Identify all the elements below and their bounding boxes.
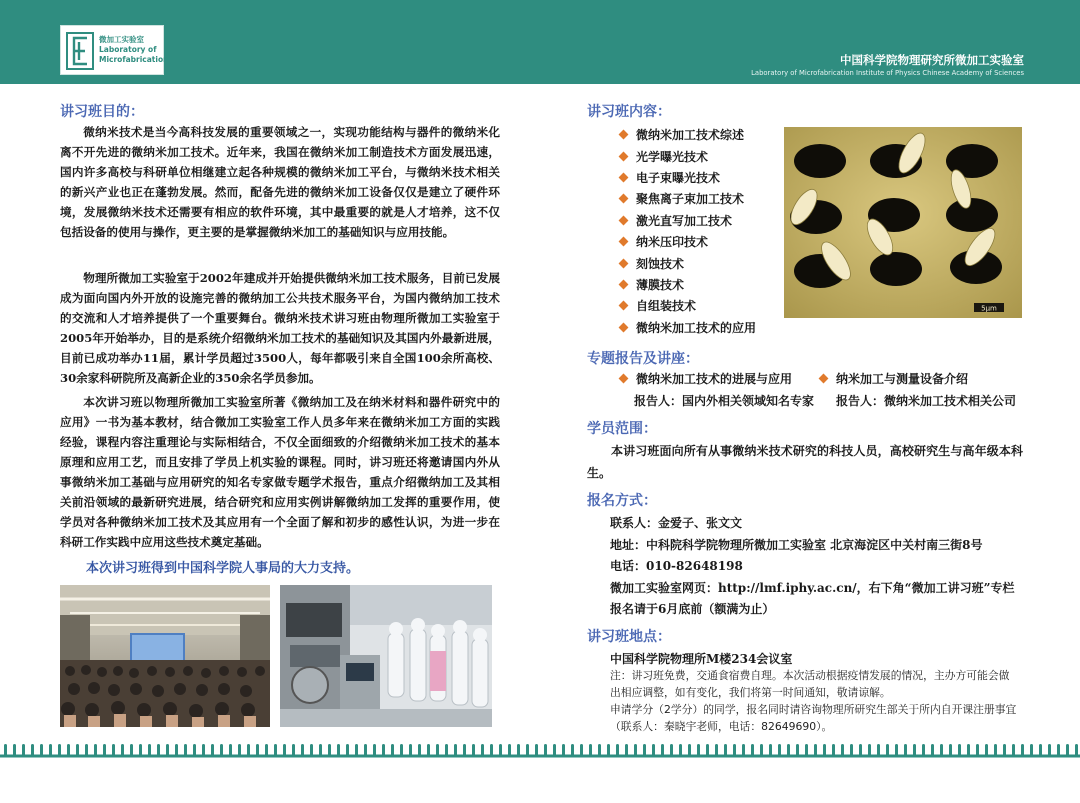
footer-tick [256, 744, 259, 756]
footer-tick [823, 744, 826, 756]
footer-tick [868, 744, 871, 756]
footer-tick [472, 744, 475, 756]
footer-tick [571, 744, 574, 756]
footer-tick [220, 744, 223, 756]
footer-tick [355, 744, 358, 756]
footer-tick [121, 744, 124, 756]
logo-line: Microfabrication [99, 55, 169, 64]
footer-tick [913, 744, 916, 756]
footer-tick [148, 744, 151, 756]
diamond-bullet-icon [619, 322, 629, 332]
footer-tick [238, 744, 241, 756]
scale-bar-label: 5μm [981, 304, 997, 313]
footer-tick [535, 744, 538, 756]
footer-tick [976, 744, 979, 756]
footer-tick [670, 744, 673, 756]
list-item [620, 167, 780, 188]
footer-tick [1039, 744, 1042, 756]
list-item [620, 231, 780, 252]
list-item [620, 252, 780, 273]
footer-tick [760, 744, 763, 756]
footer-tick [76, 744, 79, 756]
note-line: 申请学分（2学分）的同学，报名同时请咨询物理所研究生部关于所内自开课注册事宜 [610, 703, 1017, 716]
footer-tick [1003, 744, 1006, 756]
topic-label: 微纳米加工技术的应用 [636, 320, 757, 335]
footer-tick [310, 744, 313, 756]
footer-tick [787, 744, 790, 756]
footer-tick [544, 744, 547, 756]
footer-tick [337, 744, 340, 756]
footer-tick [112, 744, 115, 756]
location-text: 中国科学院物理所M楼234会议室 [610, 652, 793, 666]
footer-tick [940, 744, 943, 756]
footer-tick [517, 744, 520, 756]
diamond-bullet-icon [619, 151, 629, 161]
footer-tick [31, 744, 34, 756]
list-item [620, 145, 780, 166]
footer-tick [157, 744, 160, 756]
students-text: 本讲习班面向所有从事微纳米技术研究的科技人员，高校研究生与高年级本科生。 [587, 444, 1023, 480]
footer-tick [193, 744, 196, 756]
students-heading: 学员范围： [587, 421, 657, 437]
footer-tick [679, 744, 682, 756]
note-line: 出相应调整，如有变化，我们将第一时间通知，敬请谅解。 [610, 686, 891, 699]
content-heading: 讲习班内容： [587, 104, 671, 120]
list-item [620, 210, 780, 231]
footer-tick [319, 744, 322, 756]
diamond-bullet-icon [819, 374, 829, 384]
footer-tick [697, 744, 700, 756]
logo-line: Laboratory of [99, 45, 157, 54]
footer-tick [427, 744, 430, 756]
logo-text [99, 35, 168, 65]
footer-tick [742, 744, 745, 756]
logo-line: 微加工实验室 [99, 35, 144, 44]
cleanroom-lab-photo [280, 585, 492, 727]
footer-tick [598, 744, 601, 756]
topic-label: 电子束曝光技术 [636, 170, 721, 185]
footer-tick [1075, 744, 1078, 756]
footer-tick [364, 744, 367, 756]
purpose-heading: 讲习班目的： [60, 104, 144, 120]
footer-tick [274, 744, 277, 756]
website-text: 微加工实验室网页：http://lmf.iphy.ac.cn/，右下角“微加工讲习班”专栏 [610, 581, 1015, 595]
lecture-label: 纳米加工与测量设备介绍 [836, 372, 969, 386]
header-title: 中国科学院物理研究所微加工实验室 [840, 53, 1024, 67]
footer-tick [814, 744, 817, 756]
diamond-bullet-icon [619, 237, 629, 247]
footer-tick [832, 744, 835, 756]
list-item [620, 274, 780, 295]
footer-tick [346, 744, 349, 756]
footer-tick [733, 744, 736, 756]
footer-tick [886, 744, 889, 756]
reporter-text: 报告人：微纳米加工技术相关公司 [836, 394, 1017, 408]
footer-tick [445, 744, 448, 756]
reporter-text: 报告人：国内外相关领域知名专家 [634, 394, 815, 408]
footer-tick [859, 744, 862, 756]
list-item [620, 124, 780, 145]
footer-tick [202, 744, 205, 756]
footer-tick [652, 744, 655, 756]
footer-tick [409, 744, 412, 756]
location-heading: 讲习班地点： [587, 629, 671, 645]
footer-tick [778, 744, 781, 756]
diamond-bullet-icon [619, 173, 629, 183]
paragraph-history: 物理所微加工实验室于2002年建成并开始提供微纳米加工技术服务，目前已发展成为面向国内外开放的设施完善的微纳加工公共技术服务平台，为国内微纳加工技术的交流和人才培养提供了一个重要舞台。微纳米技术讲习班由物理所微加工实验室于2005年开始举办，目的是系统介绍微纳米加工技术的基础知识及其国内外最新进展，目前已成功举办11届，累计学员超过3500人，每年都吸引来自全国100余所高校、30余家科研院所及高新企业的350余名学员参加。 [60, 271, 500, 385]
list-item [620, 295, 780, 316]
footer-tick [454, 744, 457, 756]
footer-tick [634, 744, 637, 756]
footer-tick [805, 744, 808, 756]
note-line: （联系人：秦晓宇老师，电话：82649690）。 [610, 720, 833, 733]
footer-tick [94, 744, 97, 756]
deadline-text: 报名请于6月底前（额满为止） [610, 602, 775, 616]
lecture-item [620, 370, 792, 387]
footer-tick [463, 744, 466, 756]
footer-tick [895, 744, 898, 756]
header-subtitle: Laboratory of Microfabrication Institute of Physics Chinese Academy of Sciences [751, 69, 1024, 77]
footer-tick [751, 744, 754, 756]
address-text: 地址：中科院科学院物理所微加工实验室 北京海淀区中关村南三街8号 [610, 538, 983, 552]
footer-tick [994, 744, 997, 756]
diamond-bullet-icon [619, 279, 629, 289]
footer-tick [769, 744, 772, 756]
footer-tick [1030, 744, 1033, 756]
footer-tick [400, 744, 403, 756]
diamond-bullet-icon [619, 130, 629, 140]
footer-tick [139, 744, 142, 756]
footer-tick [688, 744, 691, 756]
signup-heading: 报名方式： [587, 493, 657, 509]
footer-tick [661, 744, 664, 756]
footer-tick [292, 744, 295, 756]
footer-tick [580, 744, 583, 756]
footer-tick [796, 744, 799, 756]
paragraph-course: 本次讲习班以物理所微加工实验室所著《微纳加工及在纳米材料和器件研究中的应用》一书为基本教材，结合微加工实验室工作人员多年来在微纳米加工方面的实践经验，课程内容注重理论与实际相结合，不仅全面细致的介绍微纳米加工技术的基本原理和应用工艺，而且安排了学员上机实验的课程。同时，讲习班还将邀请国内外从事微纳米加工基础与应用研究的知名专家做专题学术报告，重点介绍微纳加工及其相关前沿领域的最新研究进展，结合研究和应用实例讲解微纳加工发挥的重要作用，使学员对各种微纳米加工技术及其应用有一个全面了解和初步的感性认识，为进一步在科研工作实践中应用这些技术奠定基础。 [60, 395, 500, 549]
topic-label: 纳米压印技术 [636, 235, 709, 250]
list-item [620, 317, 780, 338]
footer-tick [490, 744, 493, 756]
footer-tick [265, 744, 268, 756]
footer-tick [1012, 744, 1015, 756]
footer-tick [850, 744, 853, 756]
lecture-item [820, 370, 968, 387]
topic-label: 刻蚀技术 [636, 256, 685, 271]
footer-tick [643, 744, 646, 756]
footer-tick [616, 744, 619, 756]
footer-tick [904, 744, 907, 756]
topic-label: 薄膜技术 [636, 277, 685, 292]
sem-micrograph [784, 127, 1022, 318]
footer-tick [382, 744, 385, 756]
footer-tick [877, 744, 880, 756]
diamond-bullet-icon [619, 194, 629, 204]
support-statement: 本次讲习班得到中国科学院人事局的大力支持。 [86, 561, 360, 576]
footer-tick [103, 744, 106, 756]
footer-tick [958, 744, 961, 756]
footer-tick [4, 744, 7, 756]
footer-tick [58, 744, 61, 756]
footer-tick [481, 744, 484, 756]
topic-label: 聚焦离子束加工技术 [636, 192, 745, 207]
footer-tick [625, 744, 628, 756]
topic-list [620, 124, 780, 338]
reports-heading: 专题报告及讲座： [587, 351, 699, 367]
footer-tick [967, 744, 970, 756]
footer-tick [175, 744, 178, 756]
footer-tick [499, 744, 502, 756]
lecture-hall-photo [60, 585, 270, 727]
footer-tick [1021, 744, 1024, 756]
diamond-bullet-icon [619, 301, 629, 311]
list-item [620, 188, 780, 209]
footer-tick [49, 744, 52, 756]
footer-tick [13, 744, 16, 756]
footer-tick [301, 744, 304, 756]
footer-tick [85, 744, 88, 756]
diamond-bullet-icon [619, 258, 629, 268]
topic-label: 自组装技术 [636, 299, 697, 314]
lab-logo-icon [66, 32, 94, 70]
footer-tick [418, 744, 421, 756]
footer-tick [562, 744, 565, 756]
header-bar [0, 0, 1080, 84]
footer-tick [436, 744, 439, 756]
footer-tick [715, 744, 718, 756]
note-line: 注：讲习班免费，交通食宿费自理。本次活动根据疫情发展的情况，主办方可能会做 [610, 669, 1010, 682]
footer-tick [283, 744, 286, 756]
footer-tick [328, 744, 331, 756]
lecture-label: 微纳米加工技术的进展与应用 [636, 372, 793, 386]
footer-tick [67, 744, 70, 756]
diamond-bullet-icon [619, 215, 629, 225]
footer-tick [553, 744, 556, 756]
footer-tick [211, 744, 214, 756]
footer-tick [931, 744, 934, 756]
footer-tick [166, 744, 169, 756]
footer-tick [391, 744, 394, 756]
paragraph-intro: 微纳米技术是当今高科技发展的重要领域之一，实现功能结构与器件的微纳米化离不开先进的微纳米加工技术。近年来，我国在微纳米加工制造技术方面发展迅速，国内许多高校与科研单位相继建立起各种规模的微纳米加工平台，与微纳米技术相关的新兴产业也正在蓬勃发展。然而，配备先进的微纳米加工设备仅仅是建立了硬件环境，发展微纳米技术还需要有相应的软件环境，其中最重要的就是人才培养，这不仅包括设备的使用与操作，更主要的是掌握微纳米加工的基础知识与应用技能。 [60, 125, 500, 239]
topic-label: 激光直写加工技术 [636, 213, 733, 228]
footer-tick [508, 744, 511, 756]
footer-tick [949, 744, 952, 756]
contacts-text: 联系人：金爱子、张文文 [610, 516, 743, 530]
footer-tick [841, 744, 844, 756]
footer-tick [1057, 744, 1060, 756]
phone-text: 电话：010-82648198 [610, 559, 743, 573]
footer-tick [229, 744, 232, 756]
footer-tick [706, 744, 709, 756]
footer-tick [1066, 744, 1069, 756]
footer-tick [22, 744, 25, 756]
lab-logo [60, 25, 169, 75]
footer-tick [184, 744, 187, 756]
topic-label: 光学曝光技术 [636, 149, 709, 164]
footer-tick [373, 744, 376, 756]
footer-tick [130, 744, 133, 756]
footer-tick [607, 744, 610, 756]
footer-wave-border [0, 741, 1080, 761]
footer-tick [247, 744, 250, 756]
footer-tick [40, 744, 43, 756]
footer-tick [724, 744, 727, 756]
footer-tick [589, 744, 592, 756]
diamond-bullet-icon [619, 374, 629, 384]
footer-tick [922, 744, 925, 756]
topic-label: 微纳米加工技术综述 [636, 128, 745, 143]
footer-tick [1048, 744, 1051, 756]
footer-tick [985, 744, 988, 756]
footer-tick [526, 744, 529, 756]
